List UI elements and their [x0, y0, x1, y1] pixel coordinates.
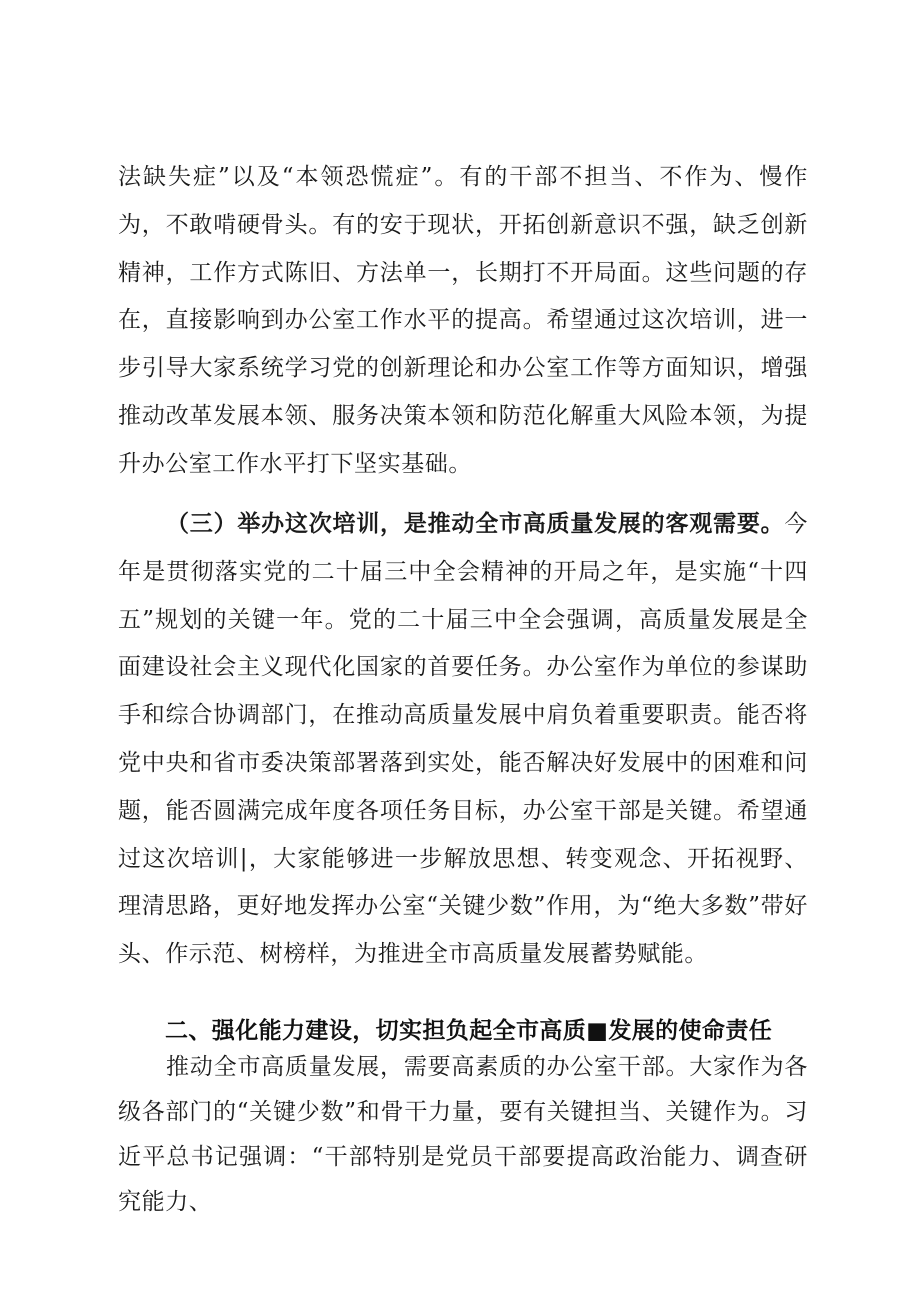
section-heading-two: 二、强化能力建设，切实担负起全市高质■发展的使命责任	[165, 1018, 773, 1044]
section-three-body: 今年是贯彻落实党的二十届三中全会精神的开局之年，是实施“十四五”规划的关键一年。党的二十届三中全会强调，高质量发展是全面建设社会主义现代化国家的首要任务。办公室作为单位的参谋助手和综合协调部门，在推动高质量发展中肩负着重要职责。能否将党中央和省市委决策部署落到实处，能否解决好发展中的困难和问题，能否圆满完成年度各项任务目标，办公室干部是关键。希望通过这次培训|，大家能够进一步解放思想、转变观念、开拓视野、理清思路，更好地发挥办公室“关键少数”作用，为“绝大多数”带好头、作示范、树榜样，为推进全市高质量发展蓄势赋能。	[118, 511, 808, 968]
paragraph-section-three	[118, 500, 808, 979]
section-three-lead: （三）举办这次培训，是推动全市高质量发展的客观需要。	[166, 510, 785, 537]
paragraph-continued: 法缺失症”以及“本领恐慌症”。有的干部不担当、不作为、慢作为，不敢啃硬骨头。有的安于现状，开拓创新意识不强，缺乏创新精神，工作方式陈旧、方法单一，长期打不开局面。这些问题的存在，直接影响到办公室工作水平的提高。希望通过这次培训，进一步引导大家系统学习党的创新理论和办公室工作等方面知识，增强推动改革发展本领、服务决策本领和防范化解重大风险本领，为提升办公室工作水平打下坚实基础。	[118, 164, 808, 477]
paragraph-heading-two: 推动全市高质量发展，需要高素质的办公室干部。大家作为各级各部门的“关键少数”和骨干力量，要有关键担当、关键作为。习近平总书记强调：“干部特别是党员干部要提高政治能力、调查研究能力、	[118, 1054, 808, 1215]
